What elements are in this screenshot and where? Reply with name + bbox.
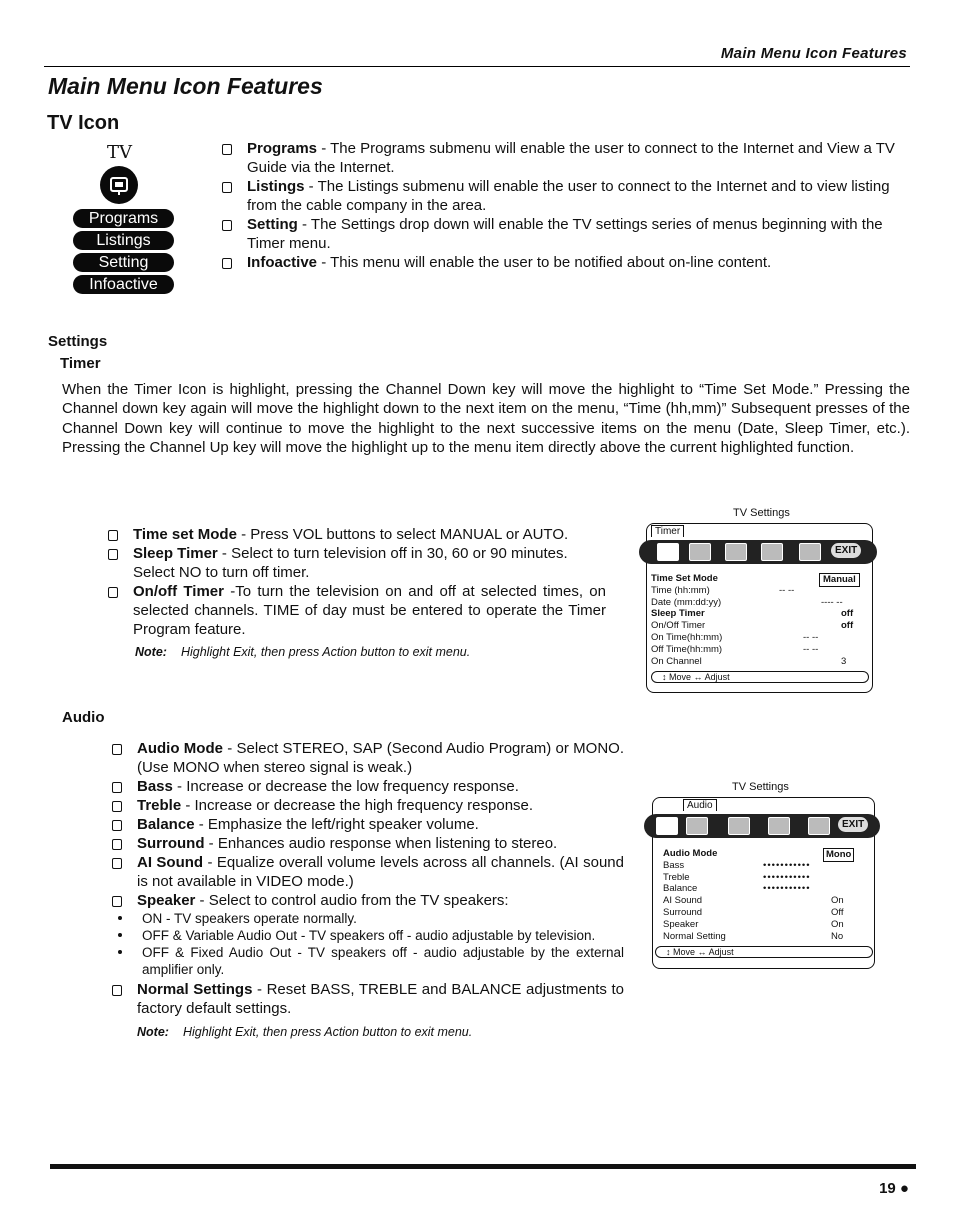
footer-rule — [50, 1164, 916, 1169]
list-item: Infoactive - This menu will enable the user to be notified about on-line content. — [218, 253, 900, 272]
channel-icon[interactable] — [799, 543, 821, 561]
menu-item-infoactive[interactable]: Infoactive — [73, 275, 174, 294]
list-item: Sleep Timer - Select to turn television off in 30, 60 or 90 minutes. Select NO to turn off timer. — [104, 544, 606, 582]
osd-row[interactable]: On Channel 3 — [651, 655, 847, 667]
checkbox-bullet-icon — [222, 220, 232, 231]
audio-osd-exit-button[interactable]: EXIT — [838, 817, 868, 832]
timer-paragraph: When the Timer Icon is highlight, pressing the Channel Down key will move the highlight to “Time Set Mode.” Pressing the Channel down key again will move the highlight down to the next item on the menu, “Time (hh,mm)” Subsequent presses of the Channel Down key will continue to move the highlight to the next successive items on the menu (Date, Sleep Timer, etc.). Pressing the Channel Up key will move the highlight up to the menu item directly above the current highlighted function. — [62, 381, 910, 456]
list-item: Audio Mode - Select STEREO, SAP (Second Audio Program) or MONO. (Use MONO when stereo signal is weak.) — [108, 739, 624, 777]
list-item: Listings - The Listings submenu will enable the user to connect to the Internet and to view listing from the cable company in the area. — [218, 177, 900, 215]
bullet-dot-icon — [118, 950, 122, 954]
audio-osd-tab[interactable]: Audio — [683, 799, 717, 811]
audio-osd-rows — [663, 848, 873, 942]
list-item: OFF & Variable Audio Out - TV speakers off - audio adjustable by television. — [108, 927, 624, 944]
menu-item-programs[interactable]: Programs — [73, 209, 174, 228]
speaker-icon[interactable] — [689, 543, 711, 561]
timer-bullets — [104, 525, 606, 639]
list-item: Balance - Emphasize the left/right speaker volume. — [108, 815, 624, 834]
list-item: Speaker - Select to control audio from the TV speakers: — [108, 891, 624, 910]
running-header: Main Menu Icon Features — [720, 45, 907, 62]
osd-row[interactable]: Balance ••••••••••• — [663, 883, 811, 895]
list-item: Treble - Increase or decrease the high frequency response. — [108, 796, 624, 815]
page-number: 19 ● — [879, 1180, 909, 1197]
osd-row[interactable]: On Time(hh:mm) -- -- — [651, 631, 819, 643]
osd-row[interactable]: AI Sound On — [663, 895, 844, 907]
bullet-dot-icon — [118, 916, 122, 920]
speaker-options — [108, 910, 624, 978]
osd-row[interactable]: Treble ••••••••••• — [663, 871, 811, 883]
list-item: ON - TV speakers operate normally. — [108, 910, 624, 927]
updown-arrow-icon: ↕ — [662, 672, 667, 682]
checkbox-bullet-icon — [112, 839, 122, 850]
list-item: Setting - The Settings drop down will enable the TV settings series of menus beginning with the Timer menu. — [218, 215, 900, 253]
list-item: Time set Mode - Press VOL buttons to select MANUAL or AUTO. — [104, 525, 606, 544]
checkbox-bullet-icon — [112, 820, 122, 831]
updown-arrow-icon: ↕ — [666, 947, 671, 957]
audio-osd-panel — [652, 797, 875, 969]
list-item: On/off Timer -To turn the television on and off at selected times, on selected channels. TIME of day must be entered to operate the Timer Program feature. — [104, 582, 606, 639]
leftright-arrow-icon: ↔ — [697, 947, 707, 957]
settings-icon[interactable] — [761, 543, 783, 561]
checkbox-bullet-icon — [108, 530, 118, 541]
bullet-dot-icon — [118, 933, 122, 937]
timer-osd-rows — [651, 573, 871, 667]
audio-osd-footer: ↕ Move ↔ Adjust — [655, 946, 873, 958]
timer-osd-tab[interactable]: Timer — [651, 525, 684, 537]
osd-row[interactable]: Off Time(hh:mm) -- -- — [651, 643, 819, 655]
osd-row[interactable]: Normal Setting No — [663, 930, 844, 942]
osd-row[interactable]: Sleep Timer off — [651, 608, 854, 620]
timer-osd-footer: ↕ Move ↔ Adjust — [651, 671, 869, 683]
checkbox-bullet-icon — [112, 896, 122, 907]
checkbox-bullet-icon — [112, 744, 122, 755]
tv-icon-label: TV — [107, 142, 133, 163]
osd-row[interactable]: On/Off Timer off — [651, 620, 854, 632]
osd-row[interactable]: Time Set Mode Manual — [651, 573, 871, 585]
picture-icon[interactable] — [725, 543, 747, 561]
checkbox-bullet-icon — [108, 587, 118, 598]
audio-heading: Audio — [62, 709, 105, 726]
timer-osd-caption: TV Settings — [733, 507, 790, 519]
checkbox-bullet-icon — [222, 144, 232, 155]
page-title: Main Menu Icon Features — [48, 73, 323, 99]
checkbox-bullet-icon — [222, 258, 232, 269]
checkbox-bullet-icon — [108, 549, 118, 560]
audio-note: Note: Highlight Exit, then press Action button to exit menu. — [137, 1025, 473, 1039]
checkbox-bullet-icon — [222, 182, 232, 193]
normal-settings-bullet — [108, 980, 624, 1018]
list-item: Surround - Enhances audio response when listening to stereo. — [108, 834, 624, 853]
timer-osd-panel — [646, 523, 873, 693]
osd-row[interactable]: Audio Mode Mono — [663, 848, 873, 860]
leftright-arrow-icon: ↔ — [693, 672, 703, 682]
audio-content — [108, 739, 624, 1039]
header-rule — [44, 66, 910, 67]
osd-row[interactable]: Surround Off — [663, 906, 844, 918]
list-item: OFF & Fixed Audio Out - TV speakers off - audio adjustable by the external amplifier only. — [108, 944, 624, 978]
list-item: Normal Settings - Reset BASS, TREBLE and BALANCE adjustments to factory default settings. — [108, 980, 624, 1018]
list-item: Programs - The Programs submenu will enable the user to connect to the Internet and View a TV Guide via the Internet. — [218, 139, 900, 177]
audio-osd-caption: TV Settings — [732, 781, 789, 793]
timer-note: Note: Highlight Exit, then press Action button to exit menu. — [135, 645, 471, 659]
channel-icon[interactable] — [808, 817, 830, 835]
checkbox-bullet-icon — [112, 985, 122, 996]
tv-icon-heading: TV Icon — [47, 112, 120, 134]
osd-row[interactable]: Bass ••••••••••• — [663, 859, 811, 871]
osd-row[interactable]: Time (hh:mm) -- -- — [651, 584, 795, 596]
checkbox-bullet-icon — [112, 801, 122, 812]
osd-row[interactable]: Speaker On — [663, 918, 844, 930]
list-item: AI Sound - Equalize overall volume levels across all channels. (AI sound is not available in VIDEO mode.) — [108, 853, 624, 891]
speaker-icon[interactable] — [686, 817, 708, 835]
list-item: Bass - Increase or decrease the low frequency response. — [108, 777, 624, 796]
tv-menu-bullets — [218, 139, 900, 272]
checkbox-bullet-icon — [112, 782, 122, 793]
audio-bullets — [108, 739, 624, 910]
timer-osd-exit-button[interactable]: EXIT — [831, 543, 861, 558]
tv-screen-icon — [100, 166, 138, 204]
clock-icon[interactable] — [657, 543, 679, 561]
settings-icon[interactable] — [768, 817, 790, 835]
tv-icon — [100, 166, 138, 204]
clock-icon[interactable] — [656, 817, 678, 835]
timer-heading: Timer — [60, 355, 101, 372]
settings-heading: Settings — [48, 333, 108, 350]
osd-row[interactable]: Date (mm:dd:yy) ---- -- — [651, 596, 843, 608]
timer-osd-iconbar — [639, 540, 877, 564]
picture-icon[interactable] — [728, 817, 750, 835]
menu-item-listings[interactable]: Listings — [73, 231, 174, 250]
menu-item-setting[interactable]: Setting — [73, 253, 174, 272]
checkbox-bullet-icon — [112, 858, 122, 869]
audio-osd-iconbar — [644, 814, 880, 838]
